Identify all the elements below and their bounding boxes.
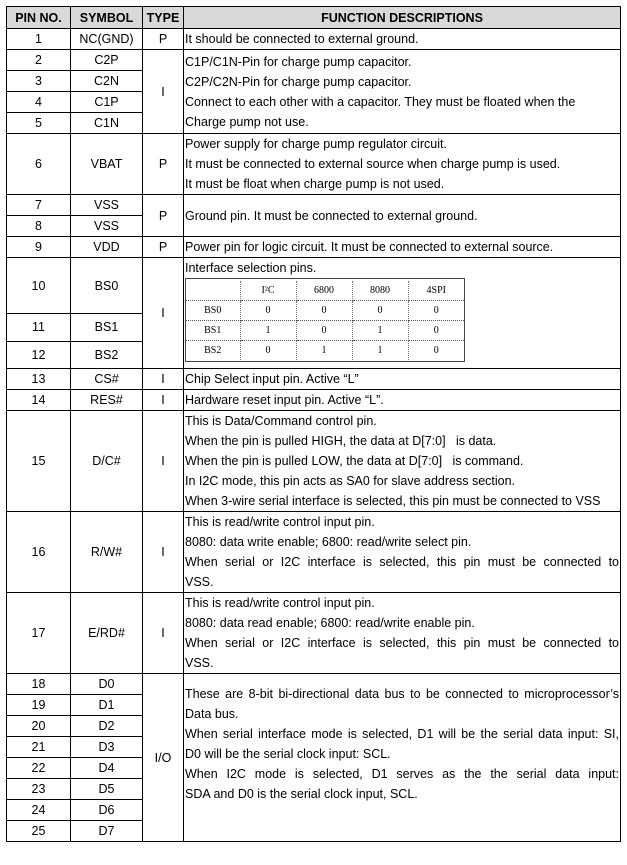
pin-symbol: VBAT bbox=[71, 134, 143, 195]
pin-number: 8 bbox=[7, 216, 71, 237]
pin-number: 7 bbox=[7, 195, 71, 216]
pin-symbol: BS0 bbox=[71, 258, 143, 314]
bs-selection-table bbox=[185, 278, 465, 362]
description-line: When I2C mode is selected, D1 serves as the the serial data input: bbox=[185, 767, 619, 781]
pin-number: 24 bbox=[7, 800, 71, 821]
description-line: When 3-wire serial interface is selected, this pin must be connected to VSS bbox=[185, 494, 601, 508]
bs-cell: 0 bbox=[240, 301, 296, 321]
bs-header-cell: 8080 bbox=[352, 281, 408, 301]
pin-symbol: D3 bbox=[71, 737, 143, 758]
bs-header-cell bbox=[186, 281, 240, 301]
table-row bbox=[7, 593, 621, 674]
pin-symbol: D0 bbox=[71, 674, 143, 695]
pin-type: I bbox=[143, 258, 184, 369]
pin-symbol: D5 bbox=[71, 779, 143, 800]
description-line: Power pin for logic circuit. It must be connected to external source. bbox=[185, 240, 554, 254]
pin-symbol: D6 bbox=[71, 800, 143, 821]
table-row bbox=[7, 390, 621, 411]
pin-type: I bbox=[143, 369, 184, 390]
table-row bbox=[7, 369, 621, 390]
pin-number: 5 bbox=[7, 113, 71, 134]
pin-symbol: C1P bbox=[71, 92, 143, 113]
header-type: TYPE bbox=[143, 7, 184, 29]
description-line: Power supply for charge pump regulator circuit. bbox=[185, 137, 447, 151]
pin-description bbox=[184, 674, 621, 842]
bs-cell: 1 bbox=[296, 341, 352, 361]
description-line: It must be connected to external source when charge pump is used. bbox=[185, 157, 561, 171]
bs-grid bbox=[186, 281, 464, 360]
description-line: When serial or I2C interface is selected, this pin must be connected to bbox=[185, 636, 619, 650]
pin-symbol: C2P bbox=[71, 50, 143, 71]
description-line: Charge pump not use. bbox=[185, 114, 309, 129]
pin-description bbox=[184, 512, 621, 593]
pin-number: 19 bbox=[7, 695, 71, 716]
description-line: C2P/C2N-Pin for charge pump capacitor. bbox=[185, 74, 412, 89]
pin-symbol: E/RD# bbox=[71, 593, 143, 674]
pin-description bbox=[184, 390, 621, 411]
pin-type: P bbox=[143, 237, 184, 258]
pin-symbol: RES# bbox=[71, 390, 143, 411]
pin-description-table bbox=[6, 6, 621, 842]
bs-row bbox=[186, 301, 464, 321]
description-line: This is read/write control input pin. bbox=[185, 596, 375, 610]
pin-type: I bbox=[143, 593, 184, 674]
pin-symbol: VSS bbox=[71, 216, 143, 237]
pin-symbol: NC(GND) bbox=[71, 29, 143, 50]
bs-row bbox=[186, 321, 464, 341]
pin-symbol: BS2 bbox=[71, 341, 143, 369]
header-symbol: SYMBOL bbox=[71, 7, 143, 29]
pin-type: P bbox=[143, 195, 184, 237]
pin-type: I/O bbox=[143, 674, 184, 842]
bs-cell: 0 bbox=[408, 321, 464, 341]
pin-symbol: C2N bbox=[71, 71, 143, 92]
pin-number: 4 bbox=[7, 92, 71, 113]
pin-number: 18 bbox=[7, 674, 71, 695]
description-line: 8080: data read enable; 6800: read/write enable pin. bbox=[185, 616, 475, 630]
pin-number: 22 bbox=[7, 758, 71, 779]
description-line: This is Data/Command control pin. bbox=[185, 414, 377, 428]
table-row bbox=[7, 195, 621, 216]
table-row bbox=[7, 674, 621, 695]
pin-symbol: CS# bbox=[71, 369, 143, 390]
pin-symbol: D2 bbox=[71, 716, 143, 737]
bs-cell: 0 bbox=[408, 301, 464, 321]
bs-header-row bbox=[186, 281, 464, 301]
bs-cell: 0 bbox=[296, 321, 352, 341]
description-line: C1P/C1N-Pin for charge pump capacitor. bbox=[185, 54, 412, 69]
table-row bbox=[7, 512, 621, 593]
bs-cell: 1 bbox=[352, 321, 408, 341]
pin-number: 23 bbox=[7, 779, 71, 800]
bs-cell: 0 bbox=[240, 341, 296, 361]
header-function: FUNCTION DESCRIPTIONS bbox=[184, 7, 621, 29]
bs-cell: 1 bbox=[240, 321, 296, 341]
bs-header-cell: I²C bbox=[240, 281, 296, 301]
pin-number: 16 bbox=[7, 512, 71, 593]
pin-number: 13 bbox=[7, 369, 71, 390]
description-line: Interface selection pins. bbox=[185, 261, 317, 275]
pin-number: 14 bbox=[7, 390, 71, 411]
pin-number: 3 bbox=[7, 71, 71, 92]
pin-description bbox=[184, 258, 621, 369]
pin-symbol: R/W# bbox=[71, 512, 143, 593]
pin-symbol: D7 bbox=[71, 821, 143, 842]
bs-header-cell: 4SPI bbox=[408, 281, 464, 301]
pin-symbol: VSS bbox=[71, 195, 143, 216]
description-line: Hardware reset input pin. Active “L”. bbox=[185, 393, 384, 407]
pin-symbol: BS1 bbox=[71, 314, 143, 342]
description-line: When the pin is pulled LOW, the data at D[7:0] is command. bbox=[185, 454, 524, 468]
table-header-row bbox=[7, 7, 621, 29]
pin-number: 10 bbox=[7, 258, 71, 314]
pin-type: P bbox=[143, 134, 184, 195]
bs-cell: 0 bbox=[433, 345, 439, 356]
header-pin-no: PIN NO. bbox=[7, 7, 71, 29]
description-line: Ground pin. It must be connected to external ground. bbox=[185, 208, 478, 223]
pin-number: 21 bbox=[7, 737, 71, 758]
pin-number: 9 bbox=[7, 237, 71, 258]
pin-description bbox=[184, 369, 621, 390]
description-line: These are 8-bit bi-directional data bus to be connected to microprocessor’s bbox=[185, 687, 619, 701]
pin-type: I bbox=[143, 512, 184, 593]
pin-number: 25 bbox=[7, 821, 71, 842]
pin-symbol: C1N bbox=[71, 113, 143, 134]
pin-symbol: VDD bbox=[71, 237, 143, 258]
description-line: VSS. bbox=[185, 656, 214, 670]
description-line: It must be float when charge pump is not used. bbox=[185, 177, 445, 191]
pin-symbol: D/C# bbox=[71, 411, 143, 512]
pin-number: 2 bbox=[7, 50, 71, 71]
description-line: SDA and D0 is the serial clock input, SCL. bbox=[185, 787, 418, 801]
pin-symbol: D1 bbox=[71, 695, 143, 716]
bs-cell: 0 bbox=[352, 301, 408, 321]
pin-description bbox=[184, 195, 621, 237]
pin-type: I bbox=[143, 390, 184, 411]
pin-description bbox=[184, 134, 621, 195]
pin-description bbox=[184, 411, 621, 512]
pin-number: 12 bbox=[7, 341, 71, 369]
pin-number: 20 bbox=[7, 716, 71, 737]
description-line: When serial interface mode is selected, D1 will be the serial data input: SI, bbox=[185, 727, 619, 741]
table-row bbox=[7, 134, 621, 195]
pin-type: I bbox=[143, 50, 184, 134]
bs-cell: BS1 bbox=[186, 321, 240, 341]
pin-number: 1 bbox=[7, 29, 71, 50]
description-line: D0 will be the serial clock input: SCL. bbox=[185, 747, 391, 761]
pin-description bbox=[184, 50, 621, 134]
table-row bbox=[7, 237, 621, 258]
table-row bbox=[7, 258, 621, 314]
pin-number: 11 bbox=[7, 314, 71, 342]
pin-type: I bbox=[143, 411, 184, 512]
table-row bbox=[7, 411, 621, 512]
description-line: When the pin is pulled HIGH, the data at D[7:0] is data. bbox=[185, 434, 497, 448]
pin-symbol: D4 bbox=[71, 758, 143, 779]
description-line: It should be connected to external ground. bbox=[185, 32, 419, 46]
pin-number: 15 bbox=[7, 411, 71, 512]
description-line: Data bus. bbox=[185, 707, 239, 721]
pin-description bbox=[184, 593, 621, 674]
description-line: In I2C mode, this pin acts as SA0 for slave address section. bbox=[185, 474, 516, 488]
description-line: This is read/write control input pin. bbox=[185, 515, 375, 529]
description-line: 8080: data write enable; 6800: read/write select pin. bbox=[185, 535, 472, 549]
pin-description bbox=[184, 29, 621, 50]
description-line: VSS. bbox=[185, 575, 214, 589]
description-line: When serial or I2C interface is selected, this pin must be connected to bbox=[185, 555, 619, 569]
table-row bbox=[7, 29, 621, 50]
pin-number: 17 bbox=[7, 593, 71, 674]
description-line: Connect to each other with a capacitor. They must be floated when the bbox=[185, 94, 576, 109]
pin-number: 6 bbox=[7, 134, 71, 195]
bs-cell: BS0 bbox=[186, 301, 240, 321]
description-line: Chip Select input pin. Active “L” bbox=[185, 372, 359, 386]
table-row bbox=[7, 50, 621, 71]
bs-cell: 0 bbox=[296, 301, 352, 321]
pin-type: P bbox=[143, 29, 184, 50]
bs-cell: 1 bbox=[352, 341, 408, 361]
bs-cell: BS2 bbox=[186, 341, 240, 361]
pin-description bbox=[184, 237, 621, 258]
bs-header-cell: 6800 bbox=[296, 281, 352, 301]
bs-row bbox=[186, 341, 464, 361]
